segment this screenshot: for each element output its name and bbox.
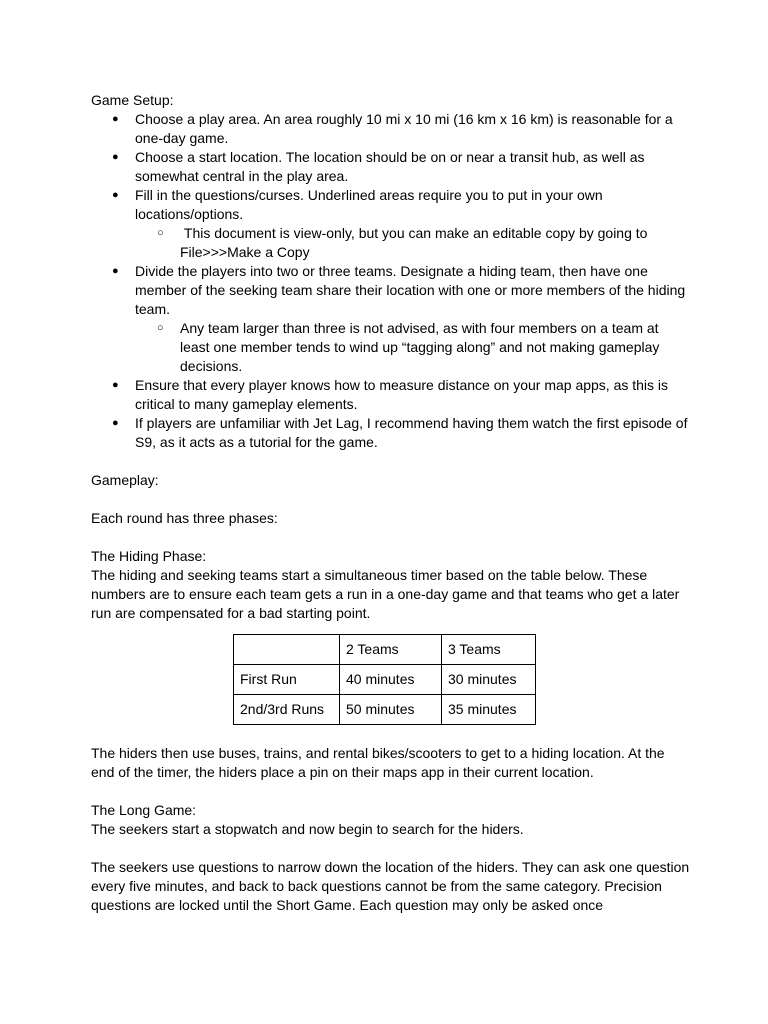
long-game-text: The seekers start a stopwatch and now begin to search for the hiders. bbox=[91, 821, 524, 837]
spacer bbox=[91, 490, 691, 509]
gameplay-heading: Gameplay: bbox=[91, 472, 159, 488]
list-item bbox=[91, 186, 691, 262]
list-item-text: Ensure that every player knows how to measure distance on your map apps, as this is critical to many gameplay elements. bbox=[135, 377, 669, 412]
table-header-cell: 2 Teams bbox=[340, 635, 442, 665]
sub-list-item-text: Any team larger than three is not advised, as with four members on a team at least one member tends to wind up “tagging along” and not making gameplay decisions. bbox=[180, 320, 660, 374]
table-cell bbox=[234, 635, 340, 665]
hiding-phase-text: The hiding and seeking teams start a simultaneous timer based on the table below. These numbers are to ensure each team gets a run in a one-day game and that teams who get a later run are compensated for a bad starting point. bbox=[91, 567, 680, 621]
table-cell: 35 minutes bbox=[442, 695, 536, 725]
sub-list-item-text: This document is view-only, but you can make an editable copy by going to File>>>Make a Copy bbox=[180, 225, 652, 260]
table-cell: 50 minutes bbox=[340, 695, 442, 725]
table-cell: 40 minutes bbox=[340, 665, 442, 695]
list-item bbox=[91, 414, 691, 452]
gameplay-intro: Each round has three phases: bbox=[91, 510, 278, 526]
list-item-text: Fill in the questions/curses. Underlined areas require you to put in your own locations/options. bbox=[135, 187, 603, 222]
table-header-cell: 3 Teams bbox=[442, 635, 536, 665]
table-cell: 30 minutes bbox=[442, 665, 536, 695]
list-item-text: If players are unfamiliar with Jet Lag, I recommend having them watch the first episode of S9, as it acts as a tutorial for the game. bbox=[135, 415, 688, 450]
hiding-phase-heading: The Hiding Phase: bbox=[91, 548, 207, 564]
hiders-text: The hiders then use buses, trains, and rental bikes/scooters to get to a hiding location. At the end of the timer, the hiders place a pin on their maps app in their current location. bbox=[91, 745, 665, 780]
table-header-row bbox=[234, 635, 536, 665]
sub-list bbox=[135, 319, 691, 376]
table-row bbox=[234, 665, 536, 695]
questions-text: The seekers use questions to narrow down the location of the hiders. They can ask one question every five minutes, and back to back questions cannot be from the same category. Precision questions are locked until the Short Game. Each question may only be asked once bbox=[91, 859, 690, 913]
spacer bbox=[91, 528, 691, 547]
long-game-heading: The Long Game: bbox=[91, 802, 197, 818]
sub-list-item bbox=[135, 319, 691, 376]
timer-table bbox=[233, 634, 536, 725]
setup-heading: Game Setup: bbox=[91, 92, 174, 108]
table-row-label: 2nd/3rd Runs bbox=[234, 695, 340, 725]
list-item-text: Choose a play area. An area roughly 10 mi x 10 mi (16 km x 16 km) is reasonable for a one-day game. bbox=[135, 111, 673, 146]
table-row-label: First Run bbox=[234, 665, 340, 695]
list-item bbox=[91, 110, 691, 148]
spacer bbox=[91, 452, 691, 471]
list-item-text: Choose a start location. The location should be on or near a transit hub, as well as somewhat central in the play area. bbox=[135, 149, 645, 184]
sub-list-item bbox=[135, 224, 691, 262]
timer-table-wrapper bbox=[233, 634, 691, 725]
list-item bbox=[91, 148, 691, 186]
document-page bbox=[91, 91, 691, 915]
sub-list bbox=[135, 224, 691, 262]
list-item bbox=[91, 262, 691, 376]
table-row bbox=[234, 695, 536, 725]
spacer bbox=[91, 839, 691, 858]
list-item-text: Divide the players into two or three teams. Designate a hiding team, then have one member of the seeking team share their location with one or more members of the hiding team. bbox=[135, 263, 686, 317]
setup-list bbox=[91, 110, 691, 452]
list-item bbox=[91, 376, 691, 414]
spacer bbox=[91, 782, 691, 801]
